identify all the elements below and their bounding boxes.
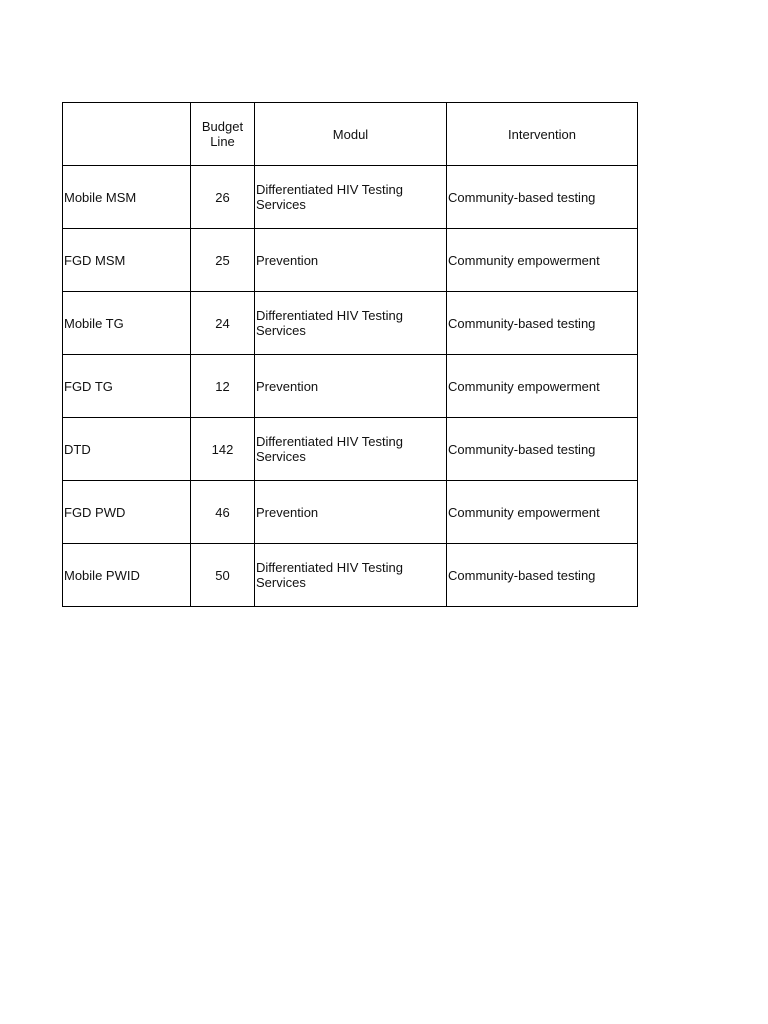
- row-intervention-cell: Community empowerment: [447, 481, 638, 544]
- row-modul-cell: Prevention: [255, 229, 447, 292]
- row-modul-cell: Prevention: [255, 355, 447, 418]
- table-header-row: [63, 103, 638, 166]
- row-name-cell: DTD: [63, 418, 191, 481]
- row-intervention-cell: Community empowerment: [447, 355, 638, 418]
- row-intervention-cell: Community-based testing: [447, 292, 638, 355]
- row-name-cell: Mobile TG: [63, 292, 191, 355]
- row-modul-cell: Differentiated HIV Testing Services: [255, 292, 447, 355]
- table-row: [63, 229, 638, 292]
- row-name-cell: FGD TG: [63, 355, 191, 418]
- row-budget-line-cell: 46: [191, 481, 255, 544]
- row-budget-line-cell: 50: [191, 544, 255, 607]
- table-row: [63, 166, 638, 229]
- row-modul-cell: Differentiated HIV Testing Services: [255, 418, 447, 481]
- row-budget-line-cell: 26: [191, 166, 255, 229]
- row-name-cell: Mobile PWID: [63, 544, 191, 607]
- row-budget-line-cell: 12: [191, 355, 255, 418]
- row-budget-line-cell: 24: [191, 292, 255, 355]
- table-row: [63, 292, 638, 355]
- row-name-cell: FGD MSM: [63, 229, 191, 292]
- table-row: [63, 355, 638, 418]
- row-budget-line-cell: 142: [191, 418, 255, 481]
- header-budget-line: Budget Line: [191, 103, 255, 166]
- table-row: [63, 418, 638, 481]
- header-intervention: Intervention: [447, 103, 638, 166]
- table-row: [63, 481, 638, 544]
- table-row: [63, 544, 638, 607]
- row-name-cell: Mobile MSM: [63, 166, 191, 229]
- header-modul: Modul: [255, 103, 447, 166]
- row-modul-cell: Differentiated HIV Testing Services: [255, 166, 447, 229]
- row-intervention-cell: Community empowerment: [447, 229, 638, 292]
- activity-budget-table: [62, 102, 638, 607]
- row-modul-cell: Differentiated HIV Testing Services: [255, 544, 447, 607]
- header-name-cell: [63, 103, 191, 166]
- row-intervention-cell: Community-based testing: [447, 418, 638, 481]
- row-budget-line-cell: 25: [191, 229, 255, 292]
- row-intervention-cell: Community-based testing: [447, 544, 638, 607]
- row-modul-cell: Prevention: [255, 481, 447, 544]
- row-name-cell: FGD PWD: [63, 481, 191, 544]
- row-intervention-cell: Community-based testing: [447, 166, 638, 229]
